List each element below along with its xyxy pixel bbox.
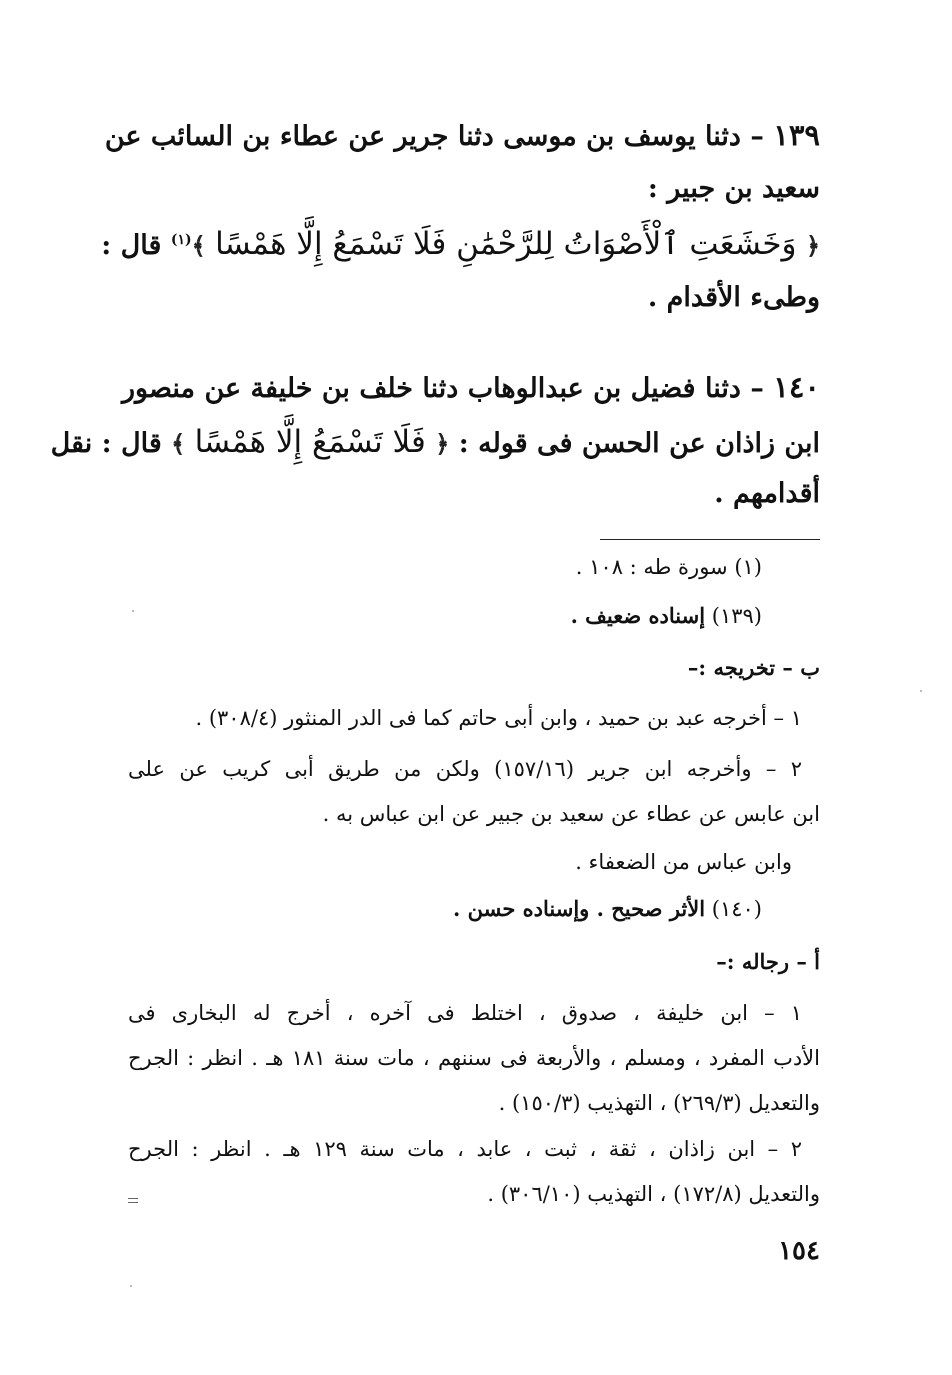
rijal-item-2-line-1: ٢ – ابن زاذان ، ثقة ، ثبت ، عابد ، مات سنة ١٢٩ هـ . انظر : الجرح bbox=[128, 1137, 802, 1161]
rijal-heading: أ – رجاله :– bbox=[716, 949, 820, 974]
entry-140-line-2 bbox=[50, 424, 820, 461]
entry-139-line-1 bbox=[104, 118, 820, 153]
entry-140-line-3: أقدامهم . bbox=[714, 478, 820, 509]
quran-open-bracket: ﴿ bbox=[805, 231, 820, 260]
page-number: ١٥٤ bbox=[778, 1236, 820, 1266]
margin-mark bbox=[128, 1198, 138, 1199]
footnote-1: (١) سورة طه : ١٠٨ . bbox=[575, 555, 762, 579]
rijal-item-1-line-2: الأدب المفرد ، ومسلم ، والأربعة فى سننهم ، مات سنة ١٨١ هـ . انظر : الجرح bbox=[128, 1046, 820, 1070]
takhrij-item-2-line-2: ابن عابس عن عطاء عن سعيد بن جبير عن ابن عباس به . bbox=[322, 802, 820, 826]
note-140 bbox=[453, 896, 762, 922]
quran-open-bracket: ﴿ bbox=[435, 429, 450, 458]
entry-139-number: ١٣٩ bbox=[773, 118, 820, 152]
note-139 bbox=[571, 603, 762, 629]
entry-139-chain-text: – دثنا يوسف بن موسى دثنا جرير عن عطاء بن السائب عن bbox=[104, 121, 764, 152]
quran-close-bracket: ﴾ bbox=[191, 231, 206, 260]
entry-140-line-1 bbox=[122, 370, 820, 405]
entry-139-said: قال : bbox=[101, 230, 162, 261]
takhrij-item-1: ١ – أخرجه عبد بن حميد ، وابن أبى حاتم كما فى الدر المنثور (٣٠٨/٤) . bbox=[195, 706, 802, 730]
footnote-separator bbox=[600, 539, 820, 540]
entry-140-number: ١٤٠ bbox=[773, 370, 820, 404]
entry-139-line-2: سعيد بن جبير : bbox=[647, 173, 820, 204]
scan-speck bbox=[130, 1285, 132, 1287]
note-140-verdict: الأثر صحيح . وإسناده حسن . bbox=[453, 896, 706, 921]
rijal-item-1-line-3: والتعديل (٢٦٩/٣) ، التهذيب (١٥٠/٣) . bbox=[498, 1091, 820, 1115]
takhrij-item-2-line-3: وابن عباس من الضعفاء . bbox=[575, 850, 792, 874]
takhrij-heading: ب – تخريجه :– bbox=[687, 655, 820, 680]
scan-speck bbox=[920, 690, 922, 692]
quran-close-bracket: ﴾ bbox=[171, 429, 186, 458]
quran-verse: وَخَشَعَتِ ٱلْأَصْوَاتُ لِلرَّحْمَٰنِ فَلَا تَسْمَعُ إِلَّا هَمْسًا bbox=[215, 226, 797, 262]
rijal-item-2-line-2: والتعديل (١٧٢/٨) ، التهذيب (٣٠٦/١٠) . bbox=[487, 1182, 820, 1206]
note-140-ref: (١٤٠) bbox=[711, 897, 762, 921]
entry-140-chain-cont: ابن زاذان عن الحسن فى قوله : bbox=[458, 428, 820, 459]
note-139-ref: (١٣٩) bbox=[711, 604, 762, 628]
note-139-verdict: إسناده ضعيف . bbox=[570, 603, 706, 628]
entry-140-chain-text: – دثنا فضيل بن عبدالوهاب دثنا خلف بن خليفة عن منصور bbox=[122, 373, 764, 404]
takhrij-item-2-line-1: ٢ – وأخرجه ابن جرير (١٥٧/١٦) ولكن من طريق أبى كريب عن على bbox=[128, 757, 802, 781]
rijal-item-1-line-1: ١ – ابن خليفة ، صدوق ، اختلط فى آخره ، أخرج له البخارى فى bbox=[128, 1001, 802, 1025]
entry-139-line-3 bbox=[101, 226, 820, 263]
footnote-ref: (١) bbox=[170, 232, 192, 248]
scan-speck bbox=[132, 610, 134, 612]
entry-139-line-4: وطىء الأقدام . bbox=[647, 282, 820, 313]
quran-verse: فَلَا تَسْمَعُ إِلَّا هَمْسًا bbox=[194, 424, 426, 460]
margin-mark bbox=[128, 1202, 138, 1203]
entry-140-said: قال : نقل bbox=[50, 428, 162, 459]
